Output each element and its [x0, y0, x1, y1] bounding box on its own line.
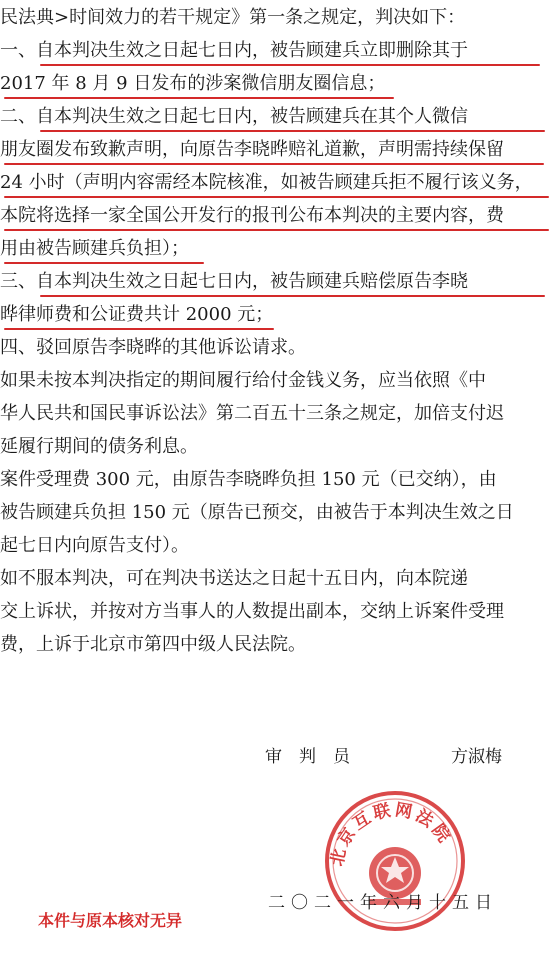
- red-underline: [4, 328, 274, 330]
- text-line: 晔律师费和公证费共计 2000 元；: [0, 304, 274, 325]
- judgment-date: 二〇二一年六月十五日: [268, 893, 498, 913]
- red-underline: [40, 295, 545, 297]
- red-underline: [4, 196, 549, 198]
- judge-role: 审 判 员: [265, 747, 350, 767]
- red-underline: [4, 229, 549, 231]
- red-underline: [4, 97, 394, 99]
- svg-text:北京互联网法院: 北京互联网法院: [327, 800, 456, 868]
- red-underline: [40, 64, 540, 66]
- text-line: 华人民共和国民事诉讼法》第二百五十三条之规定，加倍支付迟: [0, 403, 504, 424]
- text-line: 交上诉状，并按对方当事人的人数提出副本，交纳上诉案件受理: [0, 601, 504, 622]
- text-line: 用由被告顾建兵负担）；: [0, 238, 189, 259]
- text-line: 起七日内向原告支付）。: [0, 535, 189, 556]
- text-line: 四、驳回原告李晓晔的其他诉讼请求。: [0, 337, 306, 358]
- text-line: 2017 年 8 月 9 日发布的涉案微信朋友圈信息；: [0, 73, 386, 94]
- text-line: 二、自本判决生效之日起七日内，被告顾建兵在其个人微信: [0, 106, 468, 127]
- text-line: 民法典>时间效力的若干规定》第一条之规定，判决如下：: [0, 7, 466, 28]
- text-line: 朋友圈发布致歉声明，向原告李晓晔赔礼道歉，声明需持续保留: [0, 139, 504, 160]
- text-line: 如果未按本判决指定的期间履行给付金钱义务，应当依照《中: [0, 370, 486, 391]
- judge-name: 方淑梅: [451, 747, 502, 767]
- text-line: 延履行期间的债务利息。: [0, 436, 198, 457]
- court-seal-stamp: [314, 778, 474, 943]
- red-underline: [40, 130, 545, 132]
- red-underline: [4, 163, 544, 165]
- red-underline: [4, 262, 204, 264]
- text-line: 案件受理费 300 元，由原告李晓晔负担 150 元（已交纳），由: [0, 469, 497, 490]
- text-line: 三、自本判决生效之日起七日内，被告顾建兵赔偿原告李晓: [0, 271, 468, 292]
- text-line: 费，上诉于北京市第四中级人民法院。: [0, 634, 306, 655]
- text-line: 本院将选择一家全国公开发行的报刊公布本判决的主要内容，费: [0, 205, 504, 226]
- text-line: 一、自本判决生效之日起七日内，被告顾建兵立即删除其于: [0, 40, 468, 61]
- text-line: 24 小时（声明内容需经本院核准，如被告顾建兵拒不履行该义务，: [0, 172, 533, 193]
- certified-copy-note: 本件与原本核对无异: [38, 911, 183, 930]
- text-line: 被告顾建兵负担 150 元（原告已预交，由被告于本判决生效之日: [0, 502, 514, 523]
- text-line: 如不服本判决，可在判决书送达之日起十五日内，向本院递: [0, 568, 468, 589]
